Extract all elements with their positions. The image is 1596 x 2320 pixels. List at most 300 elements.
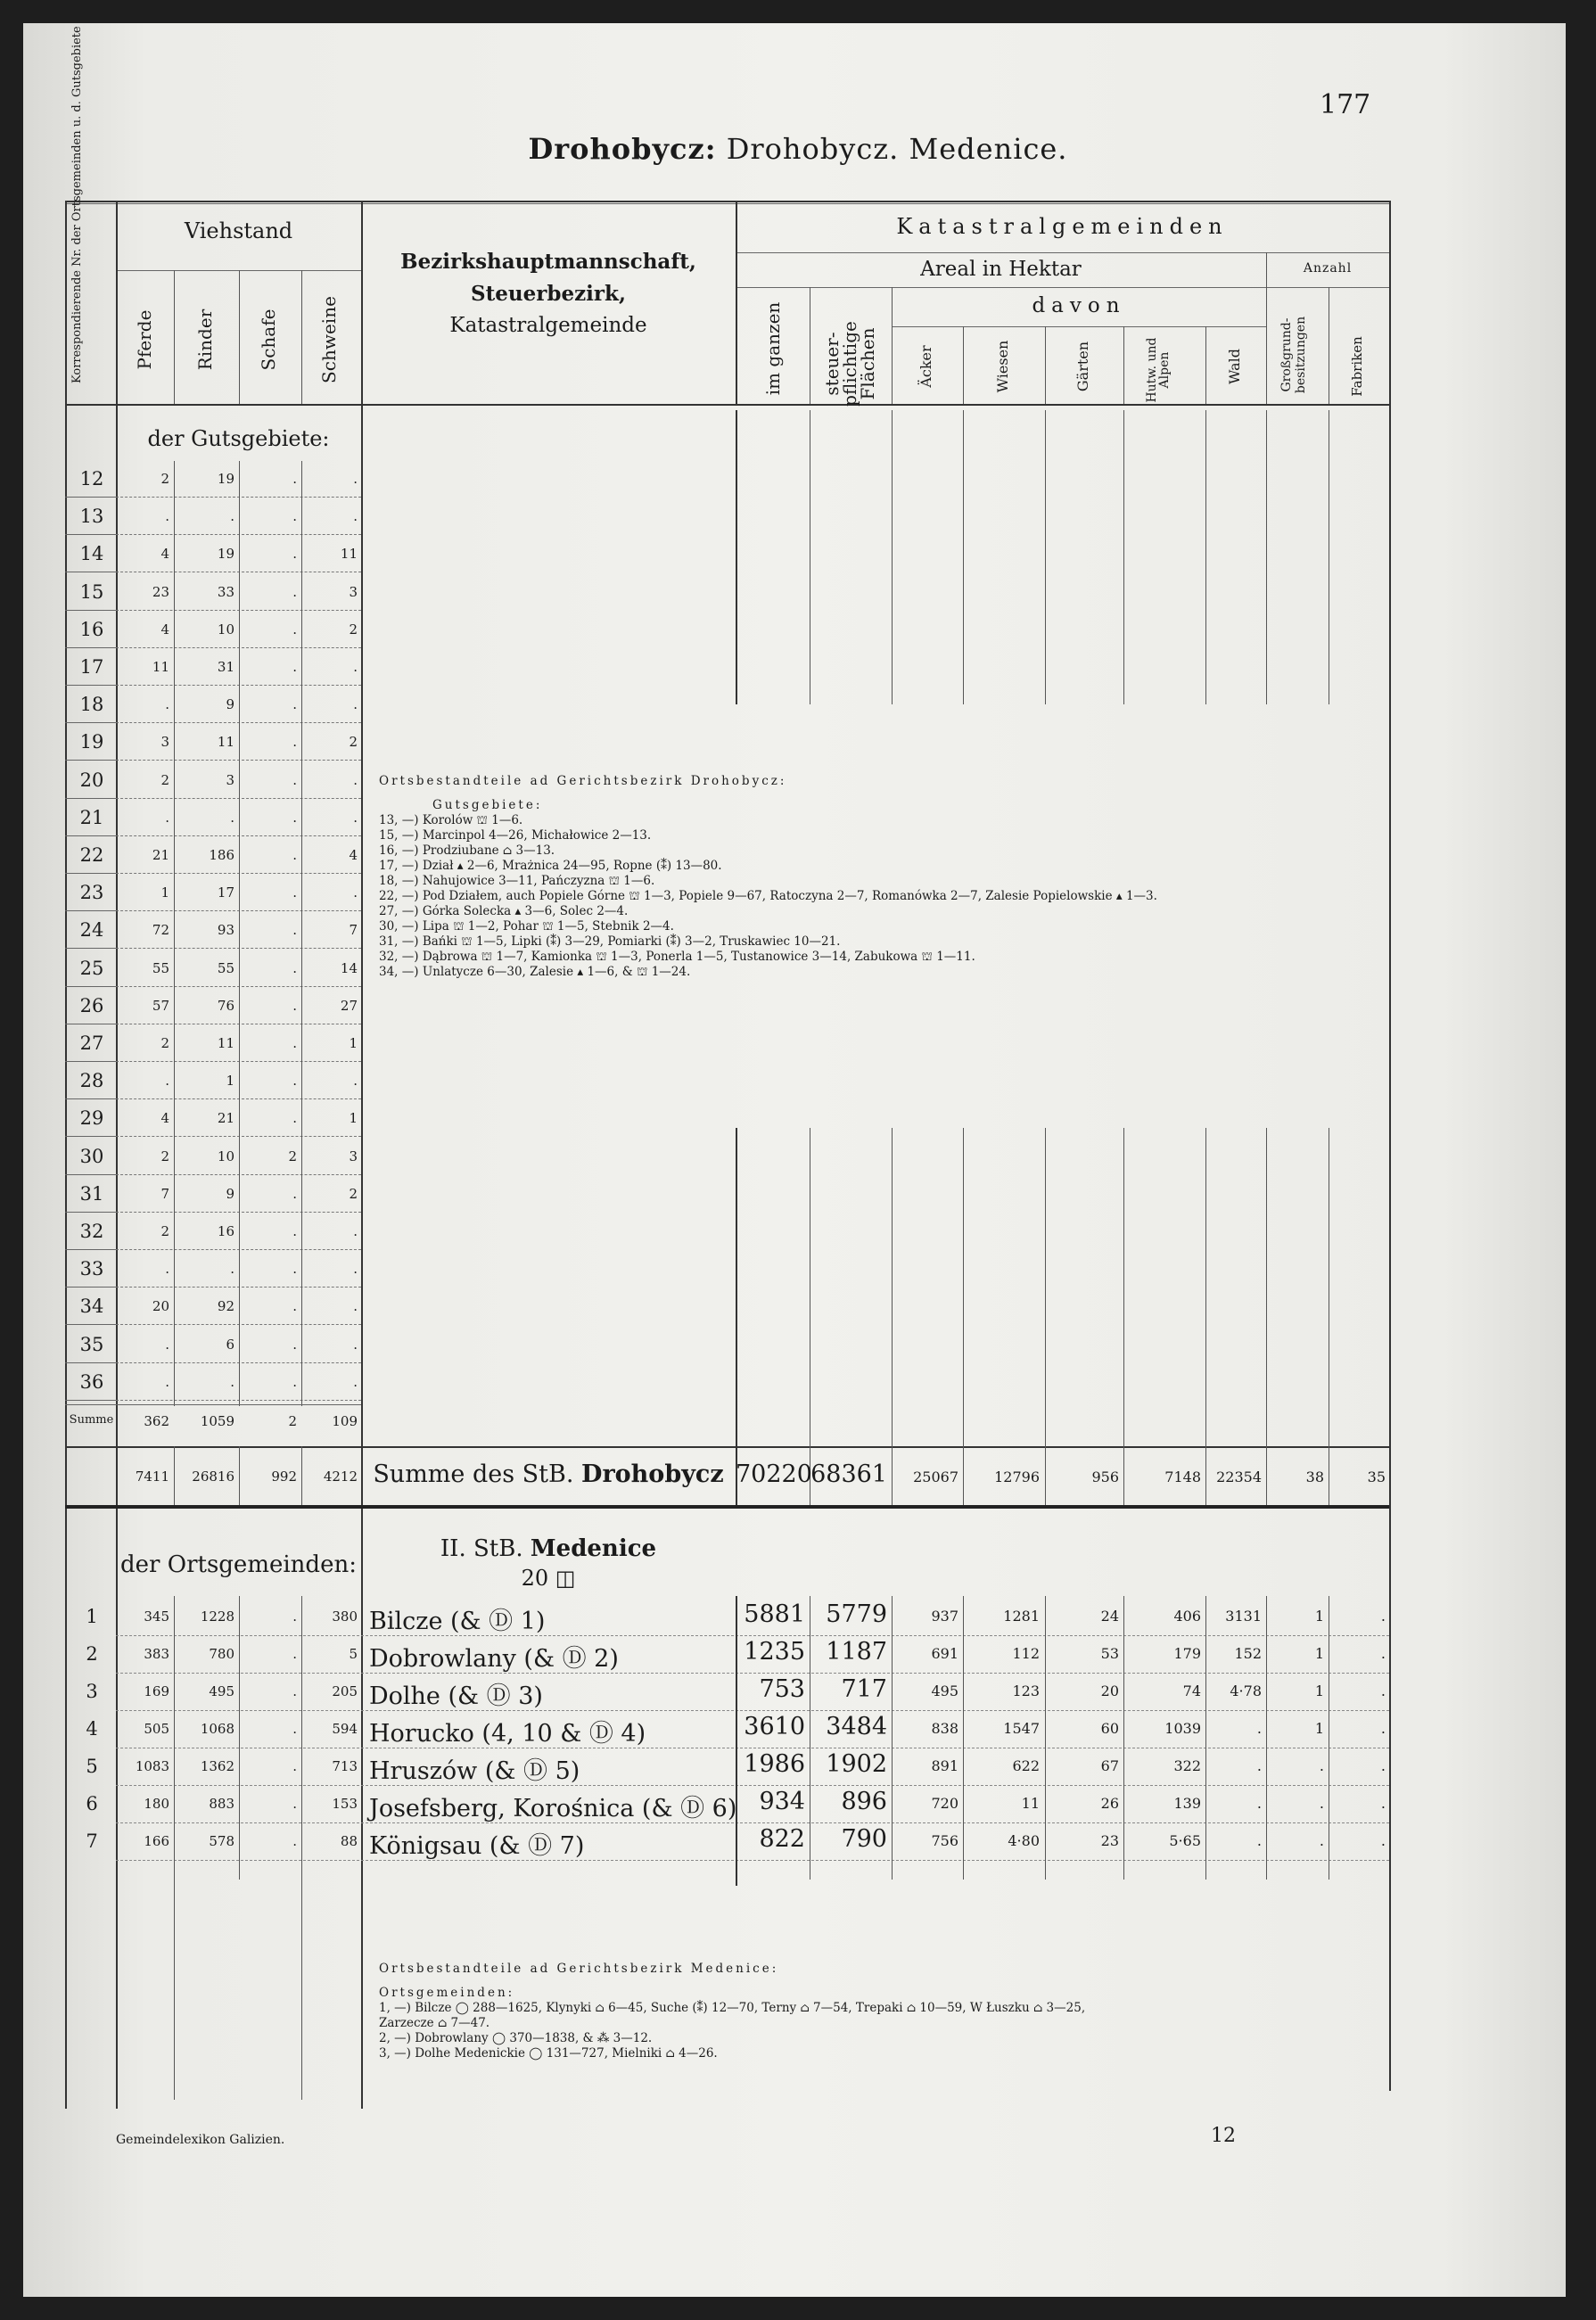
cell-wi: 112 xyxy=(1012,1645,1040,1662)
cell-st: 1187 xyxy=(826,1638,887,1666)
footer-signature: 12 xyxy=(1211,2125,1236,2147)
cell-schweine: . xyxy=(353,1374,358,1390)
row-nr: 30 xyxy=(79,1146,104,1167)
header-bezirk-2: Steuerbezirk, xyxy=(471,282,626,306)
cell-rinder: 6 xyxy=(226,1337,234,1353)
row-nr: 6 xyxy=(86,1793,98,1814)
notes1-sub: Gutsgebiete: xyxy=(432,798,543,812)
cell-schafe: . xyxy=(292,1758,297,1774)
cell-schafe: . xyxy=(292,1646,297,1662)
areal-sub-rule xyxy=(736,287,1389,288)
cell-wa: 3131 xyxy=(1225,1608,1262,1625)
header-katastral: Katastralgemeinden xyxy=(896,214,1229,239)
cell-ga: 24 xyxy=(1100,1608,1119,1625)
cell-pferde: . xyxy=(165,1261,169,1277)
guts-caption: der Gutsgebiete: xyxy=(147,426,330,451)
header-wiesen: Wiesen xyxy=(994,340,1011,393)
cell-wa: . xyxy=(1256,1832,1262,1849)
cell-pferde: 4 xyxy=(160,621,169,638)
blank-col-line xyxy=(1266,410,1267,704)
title-rest: Drohobycz. Medenice. xyxy=(716,132,1068,166)
orts-col-line xyxy=(1266,1596,1267,1880)
cell-schweine: 713 xyxy=(332,1758,358,1774)
orts-col-line xyxy=(239,1596,240,1880)
note-line: 18, —) Nahujowice 3—11, Pańczyzna ⛫ 1—6. xyxy=(379,874,655,888)
header-viehstand: Viehstand xyxy=(184,218,293,243)
cell-ae: 838 xyxy=(931,1720,958,1737)
guts-col-line xyxy=(239,461,240,1406)
cell-ae: 937 xyxy=(931,1608,958,1625)
cell-hu: 406 xyxy=(1173,1608,1201,1625)
cell-wa: . xyxy=(1256,1720,1262,1737)
cell-schweine: . xyxy=(353,508,358,524)
orts-col-line xyxy=(1123,1596,1124,1880)
cell-schafe: . xyxy=(292,659,297,675)
cell-pferde: 180 xyxy=(144,1796,169,1812)
cell-ae: 495 xyxy=(931,1682,958,1699)
cell-im: 934 xyxy=(759,1788,805,1815)
cell-pferde: . xyxy=(165,1073,169,1089)
orts-col-line xyxy=(1045,1596,1046,1880)
row-rule xyxy=(65,1136,116,1137)
header-bezirk-1: Bezirkshauptmannschaft, xyxy=(400,250,696,274)
cell-pferde: 7 xyxy=(160,1186,169,1202)
cell-ga: 23 xyxy=(1100,1832,1119,1849)
cell-pferde: . xyxy=(165,810,169,826)
cell-wa: . xyxy=(1256,1757,1262,1774)
header-grossgrund: Großgrund-besitzungen xyxy=(1279,316,1308,394)
row-nr: 18 xyxy=(79,694,104,715)
cell-hu: 1039 xyxy=(1164,1720,1201,1737)
cell-rinder: . xyxy=(230,810,234,826)
cell-schweine: . xyxy=(353,696,358,712)
cell-pferde: 166 xyxy=(144,1833,169,1849)
header-aecker: Äcker xyxy=(917,345,934,388)
cell-schweine: 153 xyxy=(332,1796,358,1812)
blank-col-line xyxy=(892,410,893,704)
header-pferde: Pferde xyxy=(134,309,155,370)
cell-st: 717 xyxy=(841,1675,887,1703)
row-nr: 13 xyxy=(79,506,104,527)
table-top-rule-2 xyxy=(65,203,1389,204)
cell-schweine: . xyxy=(353,884,358,901)
blank-col-line xyxy=(736,1128,737,1458)
cell-rinder: . xyxy=(230,1374,234,1390)
note-line: 31, —) Bańki ⛫ 1—5, Lipki (⁑) 3—29, Pomiarki (⁑) 3—2, Truskawiec 10—21. xyxy=(379,934,841,949)
header-rinder: Rinder xyxy=(194,309,216,371)
cell-schafe: . xyxy=(292,1337,297,1353)
header-fabriken: Fabriken xyxy=(1349,336,1365,397)
header-bezirk-3: Katastralgemeinde xyxy=(449,314,647,337)
bezirk-sum-pferde: 7411 xyxy=(135,1469,169,1485)
bezirk-sum-top-rule xyxy=(65,1446,1389,1448)
row-nr: 35 xyxy=(79,1334,104,1355)
cell-pferde: 20 xyxy=(152,1298,169,1314)
cell-gr: 1 xyxy=(1314,1720,1324,1737)
header-steuerpflichtig: steuer-pflichtige Flächen xyxy=(821,321,878,407)
row-nr: 12 xyxy=(79,468,104,490)
cell-rinder: 55 xyxy=(217,960,234,976)
cell-rinder: 17 xyxy=(217,884,234,901)
cell-rinder: 10 xyxy=(217,1148,234,1164)
summe-rule xyxy=(65,1404,361,1405)
cell-schafe: . xyxy=(292,998,297,1014)
page-number: 177 xyxy=(1320,89,1371,120)
cell-schweine: . xyxy=(353,1223,358,1239)
cell-schweine: 205 xyxy=(332,1683,358,1699)
cell-schweine: 7 xyxy=(349,922,358,938)
table-top-rule xyxy=(65,201,1389,202)
cell-fa: . xyxy=(1380,1757,1386,1774)
blank-col-line xyxy=(1123,410,1124,704)
cell-fa: . xyxy=(1380,1645,1386,1662)
header-gaerten: Gärten xyxy=(1074,341,1091,392)
header-areal: Areal in Hektar xyxy=(920,258,1082,281)
note-line: 15, —) Marcinpol 4—26, Michałowice 2—13. xyxy=(379,828,652,843)
col-line xyxy=(239,270,240,404)
cell-rinder: 93 xyxy=(217,922,234,938)
summe-pferde: 362 xyxy=(144,1413,169,1429)
cell-wa: 4·78 xyxy=(1230,1682,1262,1699)
cell-schafe: . xyxy=(292,1035,297,1051)
cell-schafe: . xyxy=(292,960,297,976)
page-title xyxy=(0,132,1596,166)
cell-schweine: . xyxy=(353,1073,358,1089)
col-line xyxy=(301,1877,302,2100)
header-davon: davon xyxy=(1032,294,1126,317)
col-line xyxy=(1123,326,1124,404)
cell-rinder: 11 xyxy=(217,734,234,750)
cell-schweine: . xyxy=(353,772,358,788)
cell-schweine: 2 xyxy=(349,621,358,638)
cell-im: 1986 xyxy=(744,1750,805,1778)
cell-rinder: 21 xyxy=(217,1110,234,1126)
cell-st: 5779 xyxy=(826,1600,887,1628)
row-nr: 36 xyxy=(79,1371,104,1393)
note-line: 2, —) Dobrowlany ◯ 370—1838, & ⁂ 3—12. xyxy=(379,2031,653,2045)
cell-gr: . xyxy=(1319,1795,1324,1812)
cell-ae: 891 xyxy=(931,1757,958,1774)
cell-schafe: . xyxy=(292,584,297,600)
gemeinde-name: Bilcze (& Ⓓ 1) xyxy=(369,1608,546,1635)
cell-ga: 26 xyxy=(1100,1795,1119,1812)
cell-st: 790 xyxy=(841,1825,887,1853)
row-nr: 4 xyxy=(86,1718,98,1740)
col-line xyxy=(174,1877,175,2100)
cell-schafe: . xyxy=(292,1374,297,1390)
blank-col-line xyxy=(892,1128,893,1458)
cell-hu: 74 xyxy=(1182,1682,1201,1699)
header-bottom-rule xyxy=(65,404,1389,406)
cell-rinder: 31 xyxy=(217,659,234,675)
cell-rinder: 9 xyxy=(226,696,234,712)
header-anzahl: Anzahl xyxy=(1303,261,1353,276)
cell-schweine: 14 xyxy=(340,960,358,976)
cell-schweine: 1 xyxy=(349,1110,358,1126)
cell-pferde: 4 xyxy=(160,1110,169,1126)
row-nr: 3 xyxy=(86,1681,98,1702)
gemeinde-name: Josefsberg, Korośnica (& Ⓓ 6) xyxy=(369,1795,737,1822)
row-nr: 20 xyxy=(79,769,104,791)
note-line: 3, —) Dolhe Medenickie ◯ 131—727, Mielniki ⌂ 4—26. xyxy=(379,2046,718,2061)
cell-im: 753 xyxy=(759,1675,805,1703)
row-rule xyxy=(116,1635,1389,1636)
notes-drohobycz xyxy=(379,774,1157,980)
cell-im: 3610 xyxy=(744,1713,805,1740)
notes2-sub: Ortsgemeinden: xyxy=(379,1986,515,2000)
gemeinde-name: Dolhe (& Ⓓ 3) xyxy=(369,1682,543,1710)
cell-im: 5881 xyxy=(744,1600,805,1628)
cell-schweine: . xyxy=(353,810,358,826)
cell-ga: 20 xyxy=(1100,1682,1119,1699)
cell-ga: 60 xyxy=(1100,1720,1119,1737)
cell-schafe: . xyxy=(292,1186,297,1202)
note-line: Zarzecze ⌂ 7—47. xyxy=(379,2016,490,2030)
cell-pferde: 383 xyxy=(144,1646,169,1662)
cell-hu: 5·65 xyxy=(1169,1832,1201,1849)
bezirk-sum-fabr: 35 xyxy=(1367,1469,1386,1485)
row-rule xyxy=(65,948,116,949)
cell-schafe: . xyxy=(292,922,297,938)
cell-rinder: 19 xyxy=(217,471,234,487)
row-nr: 24 xyxy=(79,919,104,941)
cell-gr: 1 xyxy=(1314,1682,1324,1699)
cell-wi: 1281 xyxy=(1003,1608,1040,1625)
cell-wi: 622 xyxy=(1012,1757,1040,1774)
orts-col-line xyxy=(892,1596,893,1880)
cell-hu: 139 xyxy=(1173,1795,1201,1812)
blank-col-line xyxy=(963,410,964,704)
cell-ae: 691 xyxy=(931,1645,958,1662)
cell-rinder: 1228 xyxy=(200,1608,234,1625)
cell-schafe: . xyxy=(292,546,297,562)
row-rule xyxy=(116,1822,1389,1823)
cell-schweine: 4 xyxy=(349,847,358,863)
cell-schweine: . xyxy=(353,1261,358,1277)
cell-rinder: 92 xyxy=(217,1298,234,1314)
row-rule xyxy=(116,1673,1389,1674)
stb-label: II. StB. xyxy=(440,1535,531,1562)
row-rule xyxy=(116,1710,1389,1711)
cell-fa: . xyxy=(1380,1832,1386,1849)
col-line xyxy=(963,326,964,404)
cell-pferde: . xyxy=(165,508,169,524)
note-line: 30, —) Lipa ⛫ 1—2, Pohar ⛫ 1—5, Stebnik 2—4. xyxy=(379,919,674,934)
notes1-heading: Ortsbestandteile ad Gerichtsbezirk Drohobycz: xyxy=(379,774,787,788)
cell-schweine: 3 xyxy=(349,1148,358,1164)
row-nr: 1 xyxy=(86,1606,98,1627)
kat-sub-rule xyxy=(736,252,1389,253)
cell-rinder: . xyxy=(230,508,234,524)
cell-schafe: . xyxy=(292,1110,297,1126)
col-line xyxy=(1045,326,1046,404)
cell-ae: 756 xyxy=(931,1832,958,1849)
blank-col-line xyxy=(1266,1128,1267,1458)
gemeinde-name: Dobrowlany (& Ⓓ 2) xyxy=(369,1645,619,1673)
bezirk-sum-bottom-rule xyxy=(65,1505,1389,1509)
row-nr: 25 xyxy=(79,958,104,979)
bezirk-sum-label-bold: Drohobycz xyxy=(581,1460,724,1488)
cell-ga: 67 xyxy=(1100,1757,1119,1774)
header-hutw: Hutw. und Alpen xyxy=(1145,337,1172,403)
cell-pferde: 4 xyxy=(160,546,169,562)
cell-fa: . xyxy=(1380,1682,1386,1699)
cell-wi: 1547 xyxy=(1003,1720,1040,1737)
cell-rinder: 780 xyxy=(209,1646,234,1662)
row-nr: 5 xyxy=(86,1756,98,1777)
cell-schweine: . xyxy=(353,471,358,487)
note-line: 17, —) Dział ▴ 2—6, Mrażnica 24—95, Ropne (⁑) 13—80. xyxy=(379,859,722,873)
col-line xyxy=(1205,326,1206,404)
row-nr: 23 xyxy=(79,882,104,903)
cell-schweine: 27 xyxy=(340,998,358,1014)
cell-schafe: . xyxy=(292,1796,297,1812)
bezirk-sum-label-text: Summe des StB. xyxy=(373,1460,582,1488)
cell-schafe: . xyxy=(292,810,297,826)
cell-fa: . xyxy=(1380,1720,1386,1737)
cell-schafe: . xyxy=(292,1833,297,1849)
cell-schweine: 380 xyxy=(332,1608,358,1625)
cell-wa: 152 xyxy=(1234,1645,1262,1662)
cell-schweine: 5 xyxy=(349,1646,358,1662)
cell-gr: 1 xyxy=(1314,1645,1324,1662)
bezirk-sum-gaerten: 956 xyxy=(1091,1469,1119,1485)
header-schafe: Schafe xyxy=(258,309,279,371)
cell-rinder: 9 xyxy=(226,1186,234,1202)
stb-sub: 20 ◫ xyxy=(521,1566,576,1591)
note-line: 34, —) Unlatycze 6—30, Zalesie ▴ 1—6, & ⛫ 1—24. xyxy=(379,965,691,979)
cell-rinder: 33 xyxy=(217,584,234,600)
cell-pferde: . xyxy=(165,696,169,712)
col-line xyxy=(736,1877,737,1886)
col-line xyxy=(301,270,302,404)
header-col-nr xyxy=(71,241,107,383)
bezirk-sum-rinder: 26816 xyxy=(192,1469,234,1485)
cell-pferde: 55 xyxy=(152,960,169,976)
bezirk-sum-wald: 22354 xyxy=(1216,1469,1262,1485)
cell-pferde: 505 xyxy=(144,1721,169,1737)
header-wald: Wald xyxy=(1226,349,1243,384)
footer-left: Gemeindelexikon Galizien. xyxy=(116,2133,285,2147)
row-nr: 2 xyxy=(86,1643,98,1665)
cell-schafe: . xyxy=(292,696,297,712)
gemeinde-name: Horucko (4, 10 & Ⓓ 4) xyxy=(369,1720,646,1748)
cell-wa: . xyxy=(1256,1795,1262,1812)
cell-schafe: . xyxy=(292,471,297,487)
cell-schafe: . xyxy=(292,508,297,524)
bezirk-sum-schafe: 992 xyxy=(271,1469,297,1485)
row-nr: 14 xyxy=(79,543,104,564)
cell-pferde: 3 xyxy=(160,734,169,750)
row-nr: 31 xyxy=(79,1183,104,1205)
cell-pferde: 57 xyxy=(152,998,169,1014)
row-nr: 26 xyxy=(79,995,104,1016)
notes2-lines xyxy=(379,2001,1085,2061)
row-nr: 7 xyxy=(86,1830,98,1852)
cell-st: 896 xyxy=(841,1788,887,1815)
cell-pferde: 2 xyxy=(160,1148,169,1164)
summe-label: Summe xyxy=(69,1413,114,1427)
cell-wi: 123 xyxy=(1012,1682,1040,1699)
row-nr: 28 xyxy=(79,1070,104,1091)
stb-heading xyxy=(361,1535,736,1562)
blank-col-line xyxy=(1205,410,1206,704)
bezirk-sum-aecker: 25067 xyxy=(913,1469,958,1485)
cell-ae: 720 xyxy=(931,1795,958,1812)
cell-pferde: 2 xyxy=(160,772,169,788)
row-rule xyxy=(65,1400,116,1401)
cell-pferde: 1 xyxy=(160,884,169,901)
bezirk-sum-gross: 38 xyxy=(1305,1469,1324,1485)
bezirk-sum-im-ganzen: 70220 xyxy=(736,1460,812,1488)
blank-col-line xyxy=(963,1128,964,1458)
cell-schafe: . xyxy=(292,847,297,863)
cell-schafe: . xyxy=(292,884,297,901)
notes1-lines xyxy=(379,813,1157,980)
cell-pferde: 21 xyxy=(152,847,169,863)
bezirk-sum-schweine: 4212 xyxy=(323,1469,358,1485)
blank-col-line xyxy=(1205,1128,1206,1458)
cell-rinder: 16 xyxy=(217,1223,234,1239)
col-line xyxy=(1389,201,1391,2091)
cell-rinder: 1 xyxy=(226,1073,234,1089)
bezirk-sum-steuer: 68361 xyxy=(810,1460,887,1488)
note-line: 16, —) Prodziubane ⌂ 3—13. xyxy=(379,843,555,858)
cell-schweine: 2 xyxy=(349,734,358,750)
bezirk-sum-hutw: 7148 xyxy=(1164,1469,1201,1485)
blank-col-line xyxy=(1045,410,1046,704)
col-line xyxy=(174,270,175,404)
cell-wi: 11 xyxy=(1021,1795,1040,1812)
title-bold: Drohobycz: xyxy=(528,132,717,166)
row-nr: 32 xyxy=(79,1221,104,1242)
cell-schweine: 11 xyxy=(340,546,358,562)
cell-im: 1235 xyxy=(744,1638,805,1666)
cell-wi: 4·80 xyxy=(1008,1832,1040,1849)
bezirk-sum-label xyxy=(361,1460,736,1488)
row-nr: 19 xyxy=(79,731,104,753)
row-rule xyxy=(65,760,116,761)
row-rule xyxy=(116,1860,1389,1861)
cell-schafe: . xyxy=(292,1223,297,1239)
row-nr: 15 xyxy=(79,581,104,603)
row-nr: 21 xyxy=(79,807,104,828)
orts-col-line xyxy=(963,1596,964,1880)
cell-im: 822 xyxy=(759,1825,805,1853)
cell-schafe: 2 xyxy=(288,1148,297,1164)
cell-schweine: . xyxy=(353,1337,358,1353)
cell-pferde: 2 xyxy=(160,471,169,487)
note-line: 32, —) Dąbrowa ⛫ 1—7, Kamionka ⛫ 1—3, Ponerla 1—5, Tustanowice 3—14, Zabukowa ⛫ 1—11. xyxy=(379,950,975,964)
row-nr: 34 xyxy=(79,1296,104,1317)
orts-col-line xyxy=(736,1596,737,1880)
cell-schweine: 2 xyxy=(349,1186,358,1202)
cell-pferde: 72 xyxy=(152,922,169,938)
cell-pferde: 11 xyxy=(152,659,169,675)
cell-rinder: 11 xyxy=(217,1035,234,1051)
cell-schafe: . xyxy=(292,1073,297,1089)
cell-pferde: 2 xyxy=(160,1223,169,1239)
cell-rinder: 3 xyxy=(226,772,234,788)
row-nr: 22 xyxy=(79,844,104,866)
row-nr: 33 xyxy=(79,1258,104,1279)
cell-pferde: 345 xyxy=(144,1608,169,1625)
cell-schweine: . xyxy=(353,659,358,675)
row-nr: 29 xyxy=(79,1107,104,1129)
notes2-heading: Ortsbestandteile ad Gerichtsbezirk Medenice: xyxy=(379,1962,779,1976)
cell-schweine: 3 xyxy=(349,584,358,600)
cell-pferde: . xyxy=(165,1374,169,1390)
